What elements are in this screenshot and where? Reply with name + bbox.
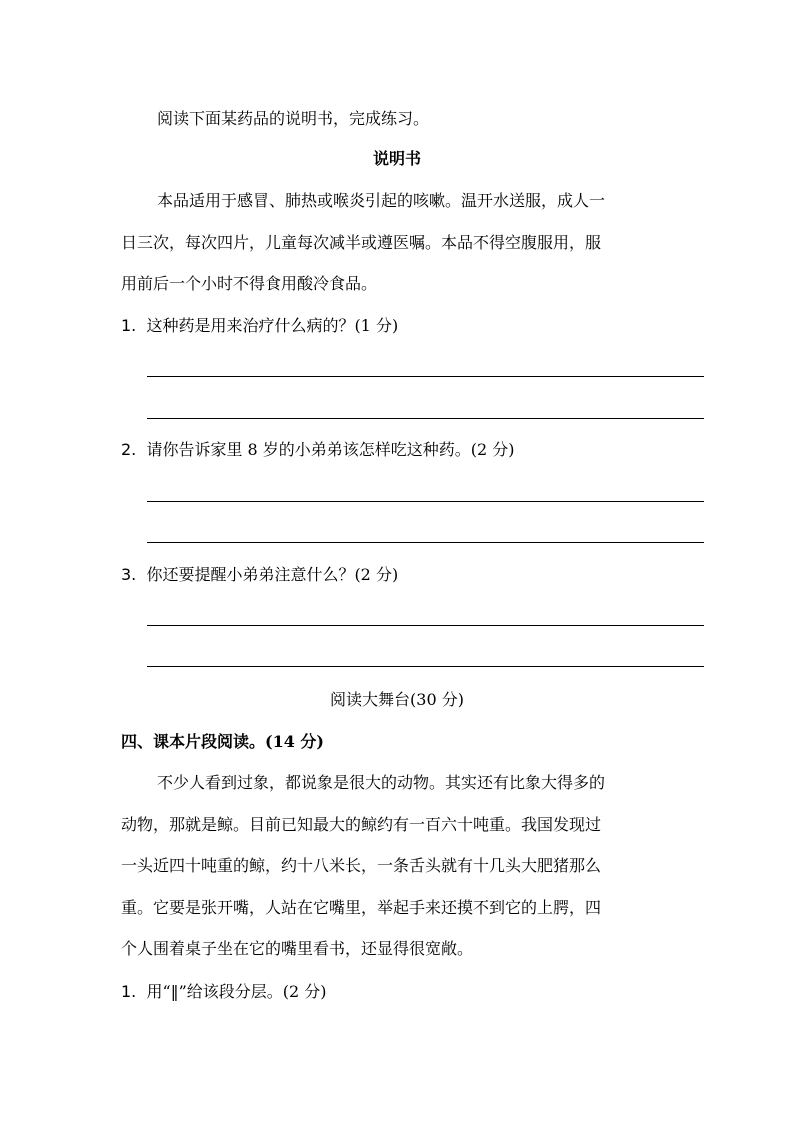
- passage-line-2: 动物，那就是鲸。目前已知最大的鲸约有一百六十吨重。我国发现过: [121, 815, 602, 834]
- answer-line-2a[interactable]: [147, 501, 704, 502]
- part4-heading: 四、课本片段阅读。(14 分): [121, 732, 324, 751]
- answer-line-1a[interactable]: [147, 376, 704, 377]
- answer-line-3b[interactable]: [147, 666, 704, 667]
- question-2-number: 2.: [121, 440, 137, 459]
- passage-line-4: 重。它要是张开嘴，人站在它嘴里，举起手来还摸不到它的上腭，四: [121, 898, 602, 917]
- question-3-number: 3.: [121, 565, 137, 584]
- instructions-line-3: 用前后一个小时不得食用酸冷食品。: [121, 274, 378, 293]
- instructions-line-2: 日三次，每次四片，儿童每次减半或遵医嘱。本品不得空腹服用，服: [121, 233, 602, 252]
- answer-line-2b[interactable]: [147, 542, 704, 543]
- instructions-line-1: 本品适用于感冒、肺热或喉炎引起的咳嗽。温开水送服，成人一: [157, 191, 606, 210]
- question-1-number: 1.: [121, 316, 137, 335]
- part4-question-1-text: 用“‖”给该段分层。(2 分): [146, 982, 327, 1001]
- question-3: [121, 565, 398, 585]
- question-1-text: 这种药是用来治疗什么病的？(1 分): [146, 316, 399, 335]
- answer-line-1b[interactable]: [147, 418, 704, 419]
- intro-text: 阅读下面某药品的说明书，完成练习。: [157, 109, 430, 128]
- passage-line-3: 一头近四十吨重的鲸，约十八米长，一条舌头就有十几头大肥猪那么: [121, 856, 602, 875]
- question-3-text: 你还要提醒小弟弟注意什么？(2 分): [146, 565, 399, 584]
- part4-question-1-number: 1.: [121, 982, 137, 1001]
- section-title: 阅读大舞台(30 分): [330, 690, 464, 709]
- doc-title: 说明书: [372, 149, 421, 168]
- question-2-text: 请你告诉家里 8 岁的小弟弟该怎样吃这种药。(2 分): [146, 440, 515, 459]
- part4-question-1: [121, 982, 327, 1002]
- answer-line-3a[interactable]: [147, 625, 704, 626]
- passage-line-1: 不少人看到过象，都说象是很大的动物。其实还有比象大得多的: [157, 773, 606, 792]
- question-2: [121, 440, 515, 460]
- passage-line-5: 个人围着桌子坐在它的嘴里看书，还显得很宽敞。: [121, 939, 474, 958]
- question-1: [121, 316, 398, 336]
